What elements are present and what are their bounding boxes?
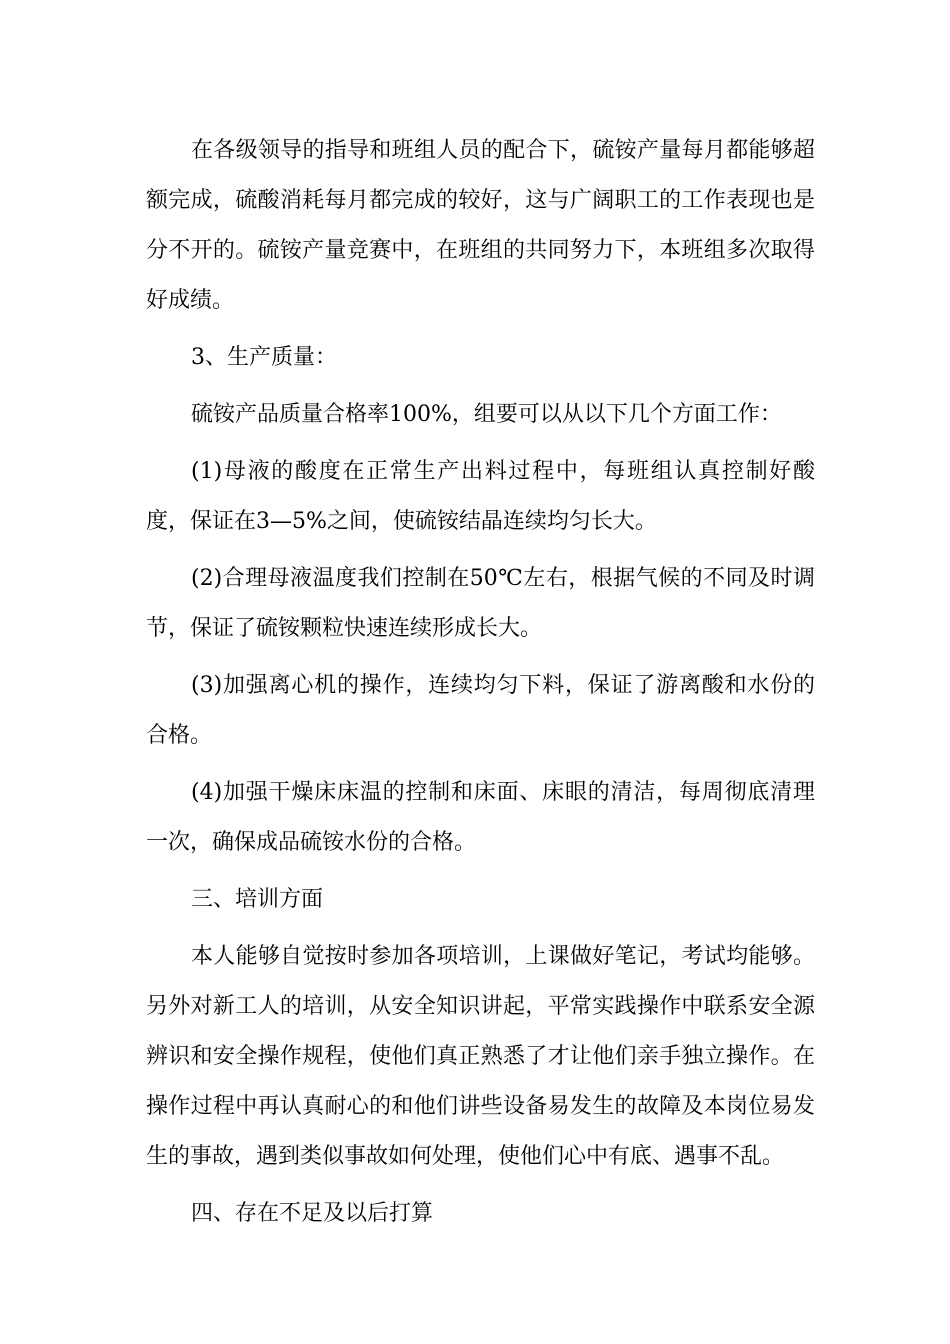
- paragraph-item-1-acidity: (1)母液的酸度在正常生产出料过程中，每班组认真控制好酸度，保证在3—5%之间，使硫铵结晶连续均匀长大。: [146, 459, 815, 534]
- paragraph-quality-rate: 硫铵产品质量合格率100%，组要可以从以下几个方面工作：: [191, 402, 782, 427]
- paragraph-item-3-centrifuge: (3)加强离心机的操作，连续均匀下料，保证了游离酸和水份的合格。: [146, 673, 815, 748]
- paragraph-item-4-drying-bed: (4)加强干燥床床温的控制和床面、床眼的清洁，每周彻底清理一次，确保成品硫铵水份的合格。: [146, 780, 815, 855]
- paragraph-item-2-temperature: (2)合理母液温度我们控制在50℃左右，根据气候的不同及时调节，保证了硫铵颗粒快速连续形成长大。: [146, 566, 815, 641]
- paragraph-production-output: 在各级领导的指导和班组人员的配合下，硫铵产量每月都能够超额完成，硫酸消耗每月都完成的较好，这与广阔职工的工作表现也是分不开的。硫铵产量竞赛中，在班组的共同努力下，本班组多次取得好成绩。: [146, 138, 815, 313]
- paragraph-training-details: 本人能够自觉按时参加各项培训，上课做好笔记，考试均能够。另外对新工人的培训，从安全知识讲起，平常实践操作中联系安全源辨识和安全操作规程，使他们真正熟悉了才让他们亲手独立操作。在操作过程中再认真耐心的和他们讲些设备易发生的故障及本岗位易发生的事故，遇到类似事故如何处理，使他们心中有底、遇事不乱。: [146, 944, 815, 1169]
- heading-shortcomings-plans: 四、存在不足及以后打算: [191, 1201, 434, 1226]
- heading-training: 三、培训方面: [191, 887, 324, 912]
- heading-production-quality: 3、生产质量：: [191, 345, 337, 370]
